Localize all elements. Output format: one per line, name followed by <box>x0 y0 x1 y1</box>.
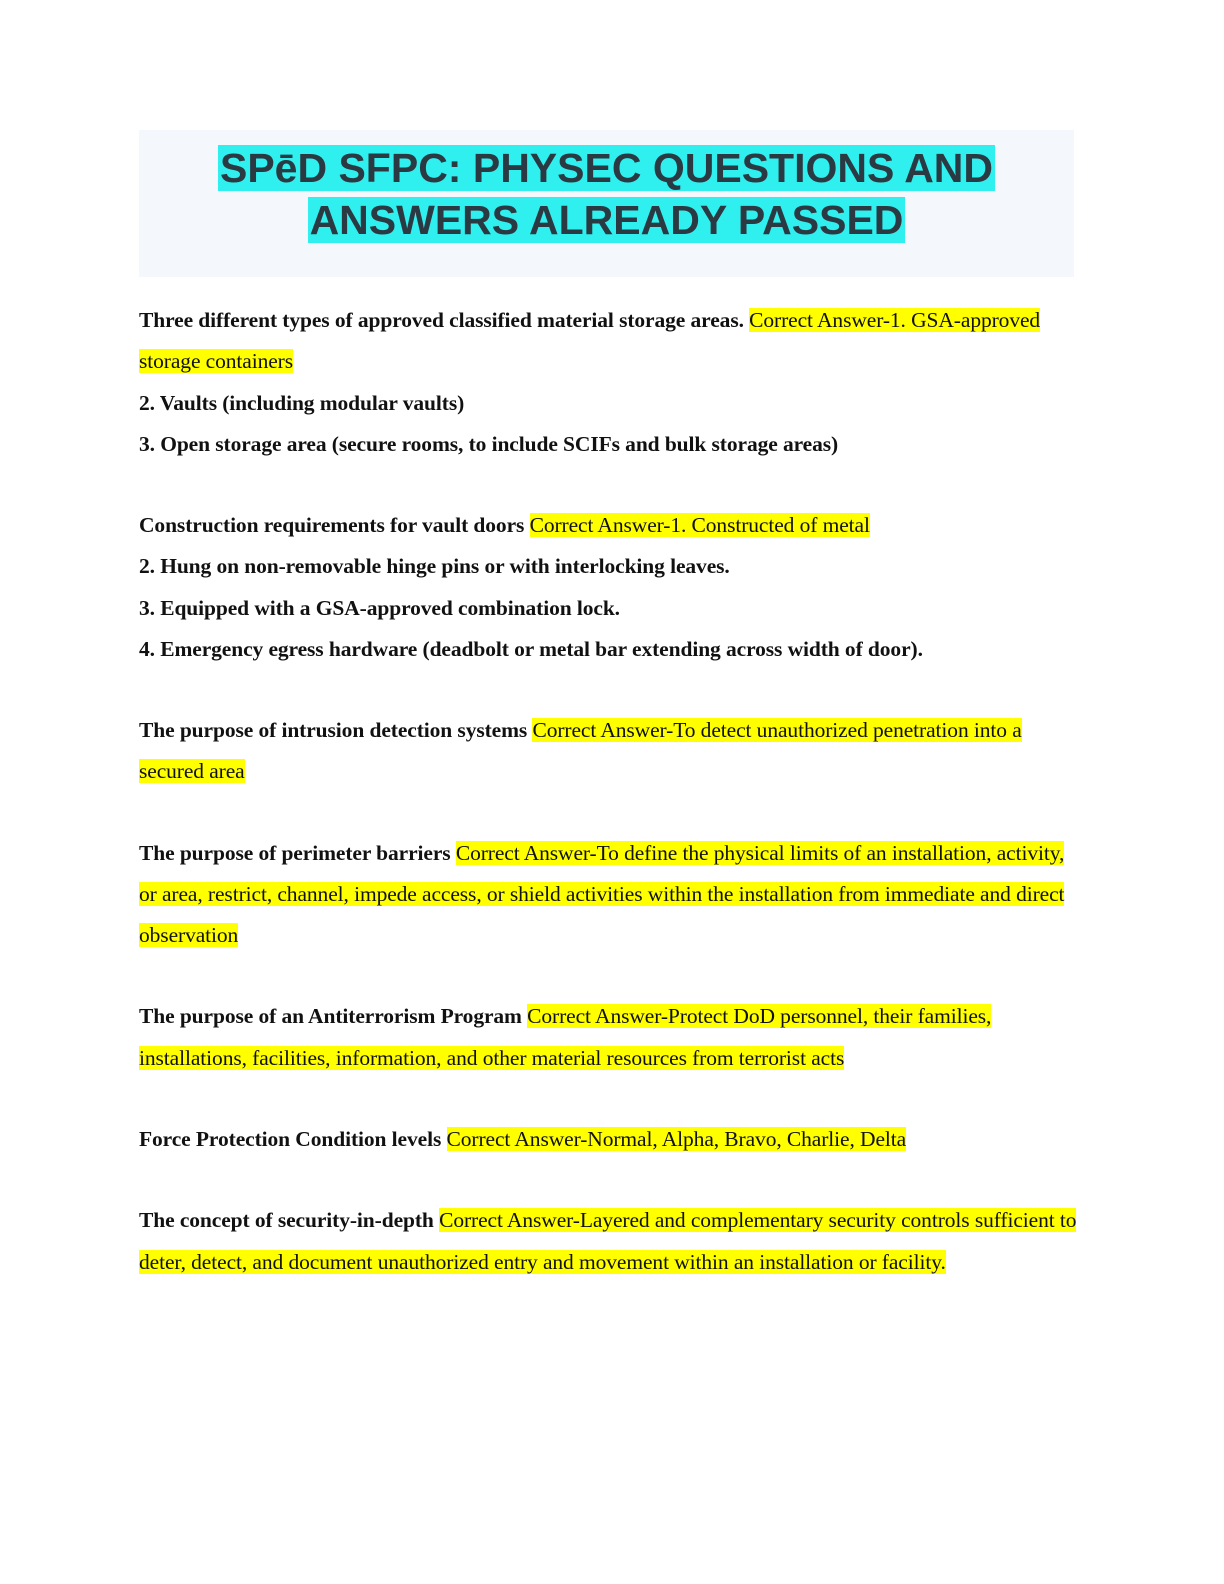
qa-block <box>139 505 1084 670</box>
answer-text: Correct Answer-1. Constructed of metal <box>529 513 870 538</box>
question-text: The purpose of perimeter barriers <box>139 840 451 865</box>
extra-line: 2. Vaults (including modular vaults) <box>139 390 465 415</box>
qa-line <box>139 833 1084 957</box>
qa-block <box>139 710 1084 793</box>
qa-block <box>139 1200 1084 1283</box>
extra-line: 3. Equipped with a GSA-approved combination lock. <box>139 595 620 620</box>
qa-block <box>139 996 1084 1079</box>
extra-line: 3. Open storage area (secure rooms, to include SCIFs and bulk storage areas) <box>139 431 839 456</box>
qa-block <box>139 1119 1084 1160</box>
answer-text: Correct Answer-Normal, Alpha, Bravo, Charlie, Delta <box>446 1126 907 1151</box>
block-spacer <box>139 819 1084 833</box>
question-text: Three different types of approved classified material storage areas. <box>139 308 744 332</box>
document-title-block <box>139 130 1074 277</box>
answer-text: Correct Answer-To detect unauthorized penetration into a secured area <box>139 718 1022 784</box>
title-line-2 <box>139 194 1074 246</box>
qa-block <box>139 300 1084 465</box>
qa-line <box>139 1200 1084 1283</box>
answer-text: Correct Answer-Layered and complementary security controls sufficient to deter, detect, and document unauthorized entry and movement within an installation or facility. <box>139 1208 1077 1274</box>
title-line-1 <box>139 142 1074 194</box>
qa-block <box>139 833 1084 957</box>
answer-text: Correct Answer-To define the physical limits of an installation, activity, or area, restrict, channel, impede access, or shield activities within the installation from immediate and direct observation <box>139 840 1065 948</box>
question-text: Construction requirements for vault doors <box>139 513 525 538</box>
qa-line <box>139 996 1084 1079</box>
extra-line: 4. Emergency egress hardware (deadbolt or metal bar extending across width of door). <box>139 636 923 661</box>
qa-line <box>139 710 1084 793</box>
qa-line <box>139 300 1084 383</box>
question-text: The purpose of intrusion detection systems <box>139 718 528 743</box>
answer-text: Correct Answer-1. GSA-approved storage containers <box>139 308 1041 374</box>
question-text: The purpose of an Antiterrorism Program <box>139 1004 522 1029</box>
block-spacer <box>139 1186 1084 1200</box>
block-spacer <box>139 982 1084 996</box>
extra-line: 2. Hung on non-removable hinge pins or with interlocking leaves. <box>139 554 730 579</box>
title-line-2-text: ANSWERS ALREADY PASSED <box>309 197 904 244</box>
block-spacer <box>139 696 1084 710</box>
answer-text: Correct Answer-Protect DoD personnel, their families, installations, facilities, information, and other material resources from terrorist acts <box>139 1004 992 1070</box>
qa-line <box>139 1119 1084 1160</box>
block-spacer <box>139 1105 1084 1119</box>
block-spacer <box>139 491 1084 505</box>
title-line-1-text: SPēD SFPC: PHYSEC QUESTIONS AND <box>219 145 994 191</box>
qa-line <box>139 505 1084 546</box>
question-text: Force Protection Condition levels <box>139 1126 442 1151</box>
document-body <box>139 300 1084 1309</box>
question-text: The concept of security-in-depth <box>139 1208 434 1233</box>
